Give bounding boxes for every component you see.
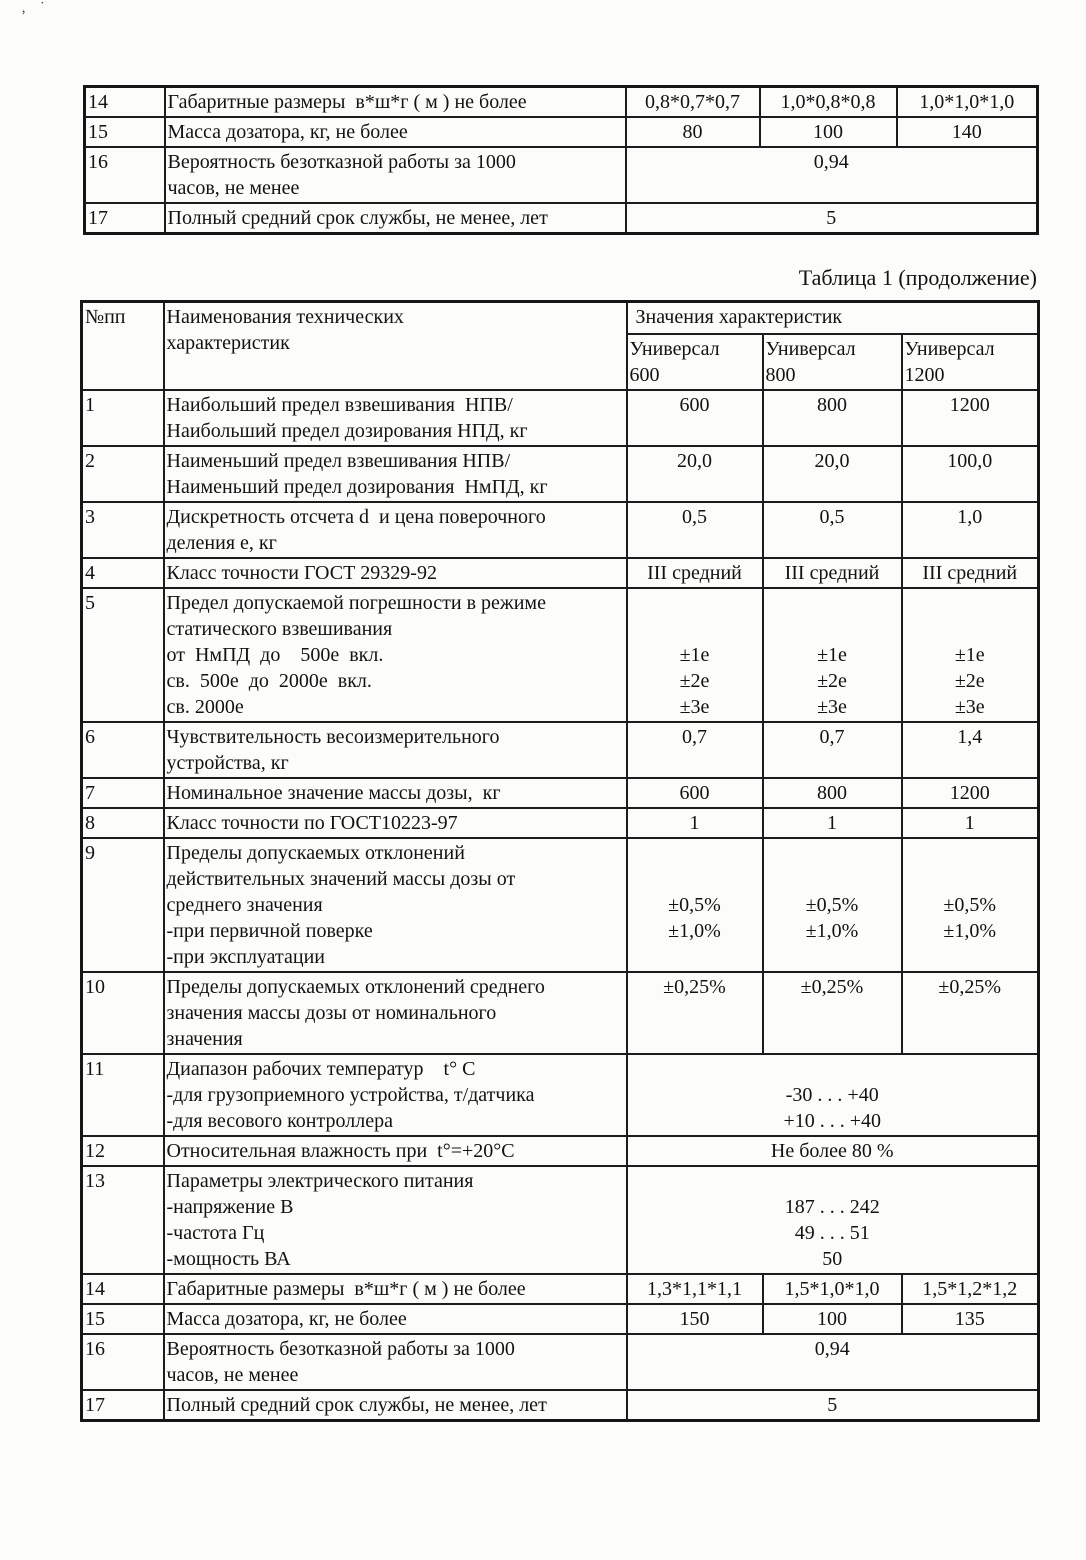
table-row	[82, 1166, 1039, 1274]
row-number-cell	[82, 838, 164, 972]
row-name-line: Дискретность отсчета d и цена поверочного	[166, 506, 546, 528]
row-name-line: Наибольший предел дозирования НПД, кг	[166, 420, 528, 442]
value-cell	[627, 1304, 763, 1334]
value-cell	[627, 808, 763, 838]
value-cell	[627, 838, 763, 972]
value-cell	[627, 778, 763, 808]
value-cell	[902, 1274, 1039, 1304]
row-name-cell	[164, 1304, 627, 1334]
table-row	[82, 1274, 1039, 1304]
model-number: 600	[629, 364, 660, 386]
row-number-cell	[82, 972, 164, 1054]
table-row	[82, 778, 1039, 808]
row-number-cell	[85, 203, 165, 234]
value-line: 150	[679, 1308, 710, 1330]
span-value-line: 5	[826, 207, 837, 229]
value-line	[905, 590, 1036, 616]
row-name-cell	[164, 588, 627, 722]
value-line: 100,0	[947, 450, 993, 472]
row-name-cell	[165, 147, 626, 203]
span-value-line: 187 . . . 242	[784, 1196, 880, 1218]
value-line: ±3е	[954, 696, 985, 718]
table-row	[82, 1136, 1039, 1166]
row-name-line: -при эксплуатации	[166, 946, 325, 968]
row-name-line: св. 2000е	[166, 696, 244, 718]
row-name-cell	[164, 972, 627, 1054]
value-cell	[763, 778, 902, 808]
row-number-cell	[82, 446, 164, 502]
value-cell	[902, 838, 1039, 972]
value-line: ±1,0%	[943, 920, 997, 942]
row-number-cell	[82, 778, 164, 808]
value-line: ±1е	[679, 644, 710, 666]
value-line: III средний	[784, 562, 880, 584]
value-cell	[627, 390, 763, 446]
value-line	[905, 840, 1036, 866]
value-line: 0,7	[682, 726, 707, 748]
row-number: 16	[85, 1338, 105, 1360]
model-name: Универсал	[904, 338, 995, 360]
row-name-line: Пределы допускаемых отклонений среднего	[166, 976, 545, 998]
value-line: ±2е	[817, 670, 847, 692]
row-number: 3	[85, 506, 95, 528]
row-name-line: Масса дозатора, кг, не более	[166, 1308, 407, 1330]
value-cell	[902, 558, 1039, 588]
row-name-cell	[164, 808, 627, 838]
model-number: 800	[765, 364, 796, 386]
row-number: 17	[88, 207, 108, 229]
value-cell	[897, 87, 1038, 118]
row-name-line: Масса дозатора, кг, не более	[167, 121, 408, 143]
table-row	[82, 1304, 1039, 1334]
row-name-cell	[164, 1166, 627, 1274]
value-line: 0,5	[682, 506, 707, 528]
row-name-line: Класс точности ГОСТ 29329-92	[166, 562, 437, 584]
row-name-line: часов, не менее	[167, 177, 300, 199]
value-line: 600	[679, 782, 710, 804]
span-value-cell	[627, 1390, 1039, 1421]
row-name-cell	[164, 1274, 627, 1304]
row-name-line: Параметры электрического питания	[166, 1170, 474, 1192]
value-line: 1200	[949, 782, 990, 804]
row-name-line: действительных значений массы дозы от	[166, 868, 516, 890]
row-name-line: Полный средний срок службы, не менее, лет	[166, 1394, 547, 1416]
value-cell	[763, 588, 902, 722]
header-name-line: характеристик	[166, 332, 290, 354]
value-line: ±1е	[954, 644, 985, 666]
table-row	[82, 1334, 1039, 1390]
span-value-cell	[627, 1334, 1039, 1390]
value-line: ±3е	[817, 696, 847, 718]
row-name-line: часов, не менее	[166, 1364, 299, 1386]
row-number-cell	[85, 117, 165, 147]
row-name-cell	[164, 446, 627, 502]
model-number: 1200	[904, 364, 945, 386]
row-number: 8	[85, 812, 95, 834]
row-name-line: от НмПД до 500е вкл.	[166, 644, 384, 666]
table-row	[82, 1390, 1039, 1421]
span-value-line: 0,94	[814, 1338, 850, 1360]
value-line: 1,5*1,2*1,2	[922, 1278, 1018, 1300]
row-name-line: Пределы допускаемых отклонений	[166, 842, 465, 864]
row-name-line: Относительная влажность при t°=+20°С	[166, 1140, 515, 1162]
value-cell	[763, 808, 902, 838]
span-value-cell	[626, 203, 1038, 234]
value-cell	[763, 446, 902, 502]
value-cell	[627, 722, 763, 778]
span-value-cell	[626, 147, 1038, 203]
value-line: ±0,5%	[668, 894, 721, 916]
value-line: ±1е	[817, 644, 847, 666]
row-name-line: Габаритные размеры в*ш*г ( м ) не более	[166, 1278, 526, 1300]
row-name-line: Наименьший предел взвешивания НПВ/	[166, 450, 511, 472]
row-number: 15	[85, 1308, 105, 1330]
row-number-cell	[82, 558, 164, 588]
value-line: 20,0	[677, 450, 712, 472]
value-line: ±1,0%	[668, 920, 721, 942]
row-name-line: Чувствительность весоизмерительного	[166, 726, 500, 748]
header-name-cell	[164, 302, 627, 391]
row-name-line: Наибольший предел взвешивания НПВ/	[166, 394, 513, 416]
row-name-line: значения массы дозы от номинального	[166, 1002, 497, 1024]
row-name-line: -при первичной поверке	[166, 920, 373, 942]
value-cell	[627, 502, 763, 558]
row-number-cell	[85, 87, 165, 118]
value-line	[630, 616, 760, 642]
table-row	[85, 203, 1038, 234]
row-number: 16	[88, 151, 108, 173]
row-number: 13	[85, 1170, 105, 1192]
row-name-line: Предел допускаемой погрешности в режиме	[166, 592, 546, 614]
row-number-cell	[82, 1304, 164, 1334]
span-value-line	[630, 1056, 1036, 1082]
row-number-cell	[82, 588, 164, 722]
value-line: III средний	[647, 562, 742, 584]
value-line: 0,8*0,7*0,7	[645, 91, 740, 113]
row-name-line: -для грузоприемного устройства, т/датчика	[166, 1084, 535, 1106]
value-cell	[760, 87, 897, 118]
row-number: 1	[85, 394, 95, 416]
row-number-cell	[82, 1054, 164, 1136]
value-line: ±3е	[679, 696, 710, 718]
header-num-label: №пп	[85, 306, 126, 328]
value-line: III средний	[922, 562, 1018, 584]
row-number: 4	[85, 562, 95, 584]
table-row	[82, 390, 1039, 446]
spec-table-top-fragment	[83, 85, 1039, 235]
model-name: Универсал	[765, 338, 856, 360]
value-line: 600	[679, 394, 710, 416]
value-line: ±2е	[954, 670, 985, 692]
value-line: 800	[817, 394, 847, 416]
value-cell	[763, 722, 902, 778]
table-row	[82, 972, 1039, 1054]
row-name-line: Класс точности по ГОСТ10223-97	[166, 812, 458, 834]
table-row	[85, 147, 1038, 203]
header-name-line: Наименования технических	[166, 306, 404, 328]
row-name-cell	[164, 1136, 627, 1166]
value-line: 140	[951, 121, 982, 143]
value-cell	[626, 117, 760, 147]
value-line: ±0,25%	[938, 976, 1002, 998]
value-cell	[763, 972, 902, 1054]
row-number: 15	[88, 121, 108, 143]
row-name-line: -напряжение В	[166, 1196, 294, 1218]
span-value-line: 49 . . . 51	[794, 1222, 870, 1244]
header-model-cell	[763, 334, 902, 390]
row-name-line: -мощность ВА	[166, 1248, 291, 1270]
value-cell	[763, 1304, 902, 1334]
row-name-cell	[165, 87, 626, 118]
spec-table-main-body	[82, 390, 1039, 1421]
value-line: 1,3*1,1*1,1	[647, 1278, 742, 1300]
value-line: ±0,25%	[800, 976, 864, 998]
value-cell	[902, 588, 1039, 722]
row-name-cell	[165, 117, 626, 147]
value-line: 1	[964, 812, 975, 834]
header-num-cell	[82, 302, 164, 391]
row-number-cell	[82, 808, 164, 838]
value-line: 80	[682, 121, 703, 143]
span-value-line: 50	[822, 1248, 843, 1270]
table-row	[82, 808, 1039, 838]
value-cell	[763, 558, 902, 588]
row-name-line: -для весового контроллера	[166, 1110, 393, 1132]
header-model-cell	[627, 334, 763, 390]
value-line	[766, 616, 899, 642]
value-line	[766, 590, 899, 616]
span-value-line: +10 . . . +40	[783, 1110, 882, 1132]
table-row	[82, 502, 1039, 558]
header-row-1	[82, 302, 1039, 335]
value-cell	[627, 1274, 763, 1304]
value-cell	[763, 838, 902, 972]
row-number-cell	[82, 722, 164, 778]
row-name-cell	[164, 1334, 627, 1390]
row-number: 2	[85, 450, 95, 472]
value-line: 1,5*1,0*1,0	[784, 1278, 880, 1300]
value-line: ±1,0%	[805, 920, 859, 942]
row-name-line: Наименьший предел дозирования НмПД, кг	[166, 476, 548, 498]
table-row	[85, 87, 1038, 118]
row-number: 14	[85, 1278, 105, 1300]
row-name-line: Габаритные размеры в*ш*г ( м ) не более	[167, 91, 527, 113]
value-cell	[902, 972, 1039, 1054]
value-line	[905, 866, 1036, 892]
row-name-cell	[164, 722, 627, 778]
model-name: Универсал	[629, 338, 720, 360]
header-values-group-cell	[627, 302, 1039, 335]
span-value-cell	[627, 1054, 1039, 1136]
value-cell	[626, 87, 760, 118]
row-number-cell	[82, 502, 164, 558]
table-row	[82, 558, 1039, 588]
value-cell	[902, 778, 1039, 808]
value-line: 135	[954, 1308, 985, 1330]
value-cell	[627, 446, 763, 502]
span-value-line: 0,94	[813, 151, 849, 173]
value-cell	[627, 972, 763, 1054]
value-line: 1,0*0,8*0,8	[780, 91, 876, 113]
row-number: 6	[85, 726, 95, 748]
row-number-cell	[82, 1274, 164, 1304]
row-name-cell	[164, 838, 627, 972]
table-row	[82, 588, 1039, 722]
value-cell	[902, 502, 1039, 558]
value-line	[905, 616, 1036, 642]
value-line: 1,4	[957, 726, 983, 748]
header-values-group-label: Значения характеристик	[635, 306, 843, 328]
value-cell	[760, 117, 897, 147]
table-row	[82, 838, 1039, 972]
value-line: 800	[817, 782, 847, 804]
value-line: 1200	[949, 394, 990, 416]
span-value-line: Не более 80 %	[770, 1140, 894, 1162]
value-line: ±2е	[679, 670, 710, 692]
row-name-line: среднего значения	[166, 894, 323, 916]
spec-table-main	[80, 300, 1040, 1422]
value-line	[630, 840, 760, 866]
table-caption: Таблица 1 (продолжение)	[798, 265, 1037, 290]
row-number: 11	[85, 1058, 105, 1080]
row-number: 5	[85, 592, 95, 614]
row-name-cell	[164, 390, 627, 446]
row-name-line: статического взвешивания	[166, 618, 393, 640]
row-name-line: Полный средний срок службы, не менее, лет	[167, 207, 548, 229]
scan-speck-marks: ‚ ˙	[21, 0, 50, 16]
value-cell	[897, 117, 1038, 147]
row-name-cell	[164, 778, 627, 808]
row-number: 9	[85, 842, 95, 864]
row-number-cell	[82, 390, 164, 446]
value-cell	[627, 558, 763, 588]
value-cell	[902, 722, 1039, 778]
value-line: ±0,25%	[663, 976, 726, 998]
value-line	[766, 840, 899, 866]
row-name-cell	[164, 1054, 627, 1136]
row-name-line: устройства, кг	[166, 752, 289, 774]
value-line: ±0,5%	[805, 894, 859, 916]
table-row	[82, 722, 1039, 778]
row-number-cell	[82, 1390, 164, 1421]
row-number-cell	[82, 1334, 164, 1390]
value-cell	[902, 1304, 1039, 1334]
value-cell	[763, 390, 902, 446]
row-number-cell	[82, 1166, 164, 1274]
spec-table-top-body	[85, 87, 1038, 234]
span-value-cell	[627, 1166, 1039, 1274]
value-line: ±0,5%	[943, 894, 997, 916]
row-name-line: значения	[166, 1028, 243, 1050]
row-name-line: Вероятность безотказной работы за 1000	[166, 1338, 515, 1360]
span-value-line: -30 . . . +40	[785, 1084, 879, 1106]
row-name-cell	[165, 203, 626, 234]
row-name-line: Номинальное значение массы дозы, кг	[166, 782, 501, 804]
row-name-line: св. 500е до 2000е вкл.	[166, 670, 372, 692]
header-model-cell	[902, 334, 1039, 390]
table-row	[82, 1054, 1039, 1136]
value-line: 1	[827, 812, 837, 834]
row-number: 17	[85, 1394, 105, 1416]
value-cell	[902, 808, 1039, 838]
row-number-cell	[82, 1136, 164, 1166]
value-line: 20,0	[814, 450, 850, 472]
value-line: 100	[813, 121, 843, 143]
value-line	[630, 866, 760, 892]
row-number: 10	[85, 976, 105, 998]
table-row	[85, 117, 1038, 147]
value-line	[766, 866, 899, 892]
table-row	[82, 446, 1039, 502]
row-name-line: Диапазон рабочих температур t° С	[166, 1058, 476, 1080]
value-line	[630, 590, 760, 616]
span-value-line	[630, 1168, 1036, 1194]
row-name-cell	[164, 502, 627, 558]
row-number: 7	[85, 782, 95, 804]
value-line: 0,7	[819, 726, 845, 748]
row-name-line: -частота Гц	[166, 1222, 265, 1244]
row-number: 12	[85, 1140, 105, 1162]
row-number: 14	[88, 91, 108, 113]
row-name-cell	[164, 1390, 627, 1421]
value-line: 1,0	[957, 506, 983, 528]
row-name-line: Вероятность безотказной работы за 1000	[167, 151, 516, 173]
value-line: 0,5	[819, 506, 845, 528]
value-cell	[902, 446, 1039, 502]
value-line: 1	[689, 812, 700, 834]
row-name-line: деления е, кг	[166, 532, 277, 554]
span-value-cell	[627, 1136, 1039, 1166]
value-cell	[902, 390, 1039, 446]
value-cell	[627, 588, 763, 722]
span-value-line: 5	[827, 1394, 838, 1416]
row-number-cell	[85, 147, 165, 203]
value-cell	[763, 502, 902, 558]
value-line: 100	[817, 1308, 847, 1330]
value-line: 1,0*1,0*1,0	[919, 91, 1015, 113]
value-cell	[763, 1274, 902, 1304]
row-name-cell	[164, 558, 627, 588]
